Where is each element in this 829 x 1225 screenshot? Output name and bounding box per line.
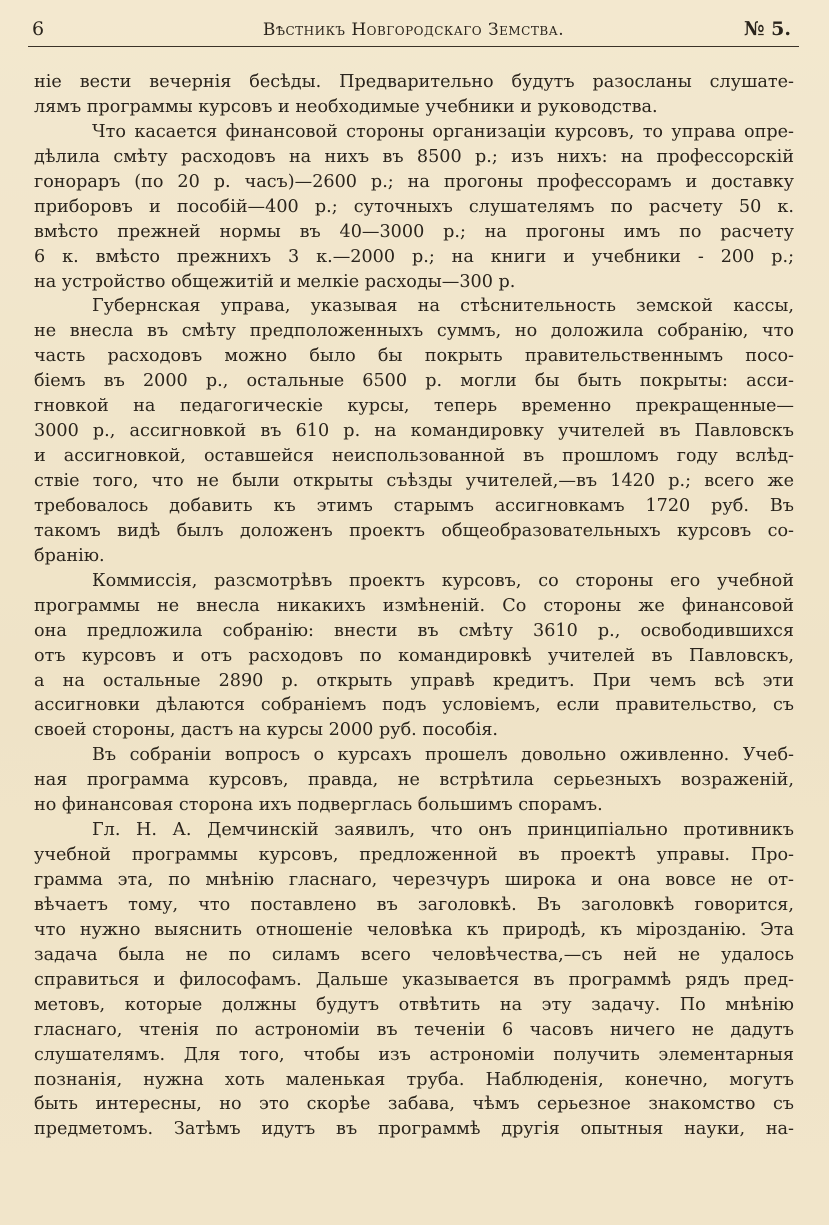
text-line: не внесла въ смѣту предположенныхъ суммъ, но доложила собранію, что [34, 321, 794, 342]
page-header [28, 16, 799, 47]
text-line: вмѣсто прежней нормы въ 40—3000 р.; на прогоны имъ по расчету [34, 221, 794, 242]
text-line: Что касается финансовой стороны организаціи курсовъ, то управа опре- [92, 121, 794, 142]
text-line: ассигновки дѣлаются собраніемъ подъ условіемъ, если правительство, съ [34, 695, 794, 716]
text-line: вѣчаетъ тому, что поставлено въ заголовкѣ. Въ заголовкѣ говорится, [34, 894, 794, 915]
text-line: приборовъ и пособій—400 р.; суточныхъ слушателямъ по расчету 50 к. [34, 196, 794, 217]
text-line: гновкой на педагогическіе курсы, теперь временно прекращенные— [34, 396, 794, 417]
text-line: Губернская управа, указывая на стѣснительность земской кассы, [92, 296, 794, 317]
text-line: бранію. [34, 545, 105, 566]
running-title: Вѣстникъ Новгородскаго Земства. [262, 20, 565, 40]
text-line: ствіе того, что не были открыты съѣзды учителей,—въ 1420 р.; всего же [34, 471, 794, 491]
text-line: Коммиссія, разсмотрѣвъ проектъ курсовъ, со стороны его учебной [92, 570, 794, 591]
text-line: гонораръ (по 20 р. часъ)—2600 р.; на прогоны профессорамъ и доставку [34, 171, 794, 192]
text-line: Въ собраніи вопросъ о курсахъ прошелъ довольно оживленно. Учеб- [92, 745, 794, 766]
text-line: ніе вести вечернія бесѣды. Предварительно будутъ разосланы слушате- [34, 72, 794, 92]
text-line: ная программа курсовъ, правда, не встрѣтила серьезныхъ возраженій, [34, 770, 794, 791]
text-line: быть интересны, но это скорѣе забава, чѣмъ серьезное знакомство съ [34, 1094, 794, 1115]
text-line: справиться и философамъ. Дальше указывается въ программѣ рядъ пред- [34, 969, 794, 990]
text-line: но финансовая сторона ихъ подверглась большимъ спорамъ. [34, 795, 603, 816]
text-line: познанія, нужна хоть маленькая труба. Наблюденія, конечно, могутъ [34, 1069, 794, 1090]
text-line: 3000 р., ассигновкой въ 610 р. на командировку учителей въ Павловскъ [34, 421, 794, 442]
text-line: на устройство общежитій и мелкіе расходы—300 р. [34, 271, 516, 292]
text-line: гласнаго, чтенія по астрономіи въ теченіи 6 часовъ ничего не дадутъ [34, 1019, 794, 1040]
text-line: программы не внесла никакихъ измѣненій. Со стороны же финансовой [34, 595, 794, 616]
text-line: учебной программы курсовъ, предложенной въ проектѣ управы. Про- [34, 845, 794, 866]
text-line: она предложила собранію: внести въ смѣту 3610 р., освободившихся [34, 620, 794, 641]
text-line: такомъ видѣ былъ доложенъ проектъ общеобразовательныхъ курсовъ со- [34, 520, 794, 541]
text-line: 6 к. вмѣсто прежнихъ 3 к.—2000 р.; на книги и учебники - 200 р.; [34, 246, 794, 267]
text-line: задача была не по силамъ всего человѣчества,—съ ней не удалось [34, 944, 794, 965]
text-line: слушателямъ. Для того, чтобы изъ астрономіи получить элементарныя [34, 1044, 794, 1065]
text-line: грамма эта, по мнѣнію гласнаго, черезчуръ широка и она вовсе не от- [34, 870, 794, 890]
text-line: Гл. Н. А. Демчинскій заявилъ, что онъ принципіально противникъ [92, 820, 794, 841]
text-line: дѣлила смѣту расходовъ на нихъ въ 8500 р.; изъ нихъ: на профессорскій [34, 146, 794, 167]
issue-number: № 5. [743, 18, 791, 40]
body-text [34, 70, 794, 1142]
text-line: біемъ въ 2000 р., остальные 6500 р. могли бы быть покрыты: асси- [34, 371, 794, 392]
text-line: а на остальные 2890 р. открыть управѣ кредитъ. При чемъ всѣ эти [34, 670, 794, 691]
page-number: 6 [32, 18, 45, 40]
text-line: и ассигновкой, оставшейся неиспользованной въ прошломъ году вслѣд- [34, 446, 794, 467]
text-line: часть расходовъ можно было бы покрыть правительственнымъ посо- [34, 346, 794, 367]
text-line: отъ курсовъ и отъ расходовъ по командировкѣ учителей въ Павловскъ, [34, 645, 794, 666]
text-line: лямъ программы курсовъ и необходимые учебники и руководства. [34, 96, 658, 117]
text-line: метовъ, которые должны будутъ отвѣтить на эту задачу. По мнѣнію [34, 994, 794, 1015]
text-line: требовалось добавить къ этимъ старымъ ассигновкамъ 1720 руб. Въ [34, 495, 794, 516]
text-line: что нужно выяснить отношеніе человѣка къ природѣ, къ мірозданію. Эта [34, 919, 794, 940]
text-line: своей стороны, дастъ на курсы 2000 руб. пособія. [34, 720, 499, 741]
text-line: предметомъ. Затѣмъ идутъ въ программѣ другія опытныя науки, на- [34, 1119, 794, 1140]
